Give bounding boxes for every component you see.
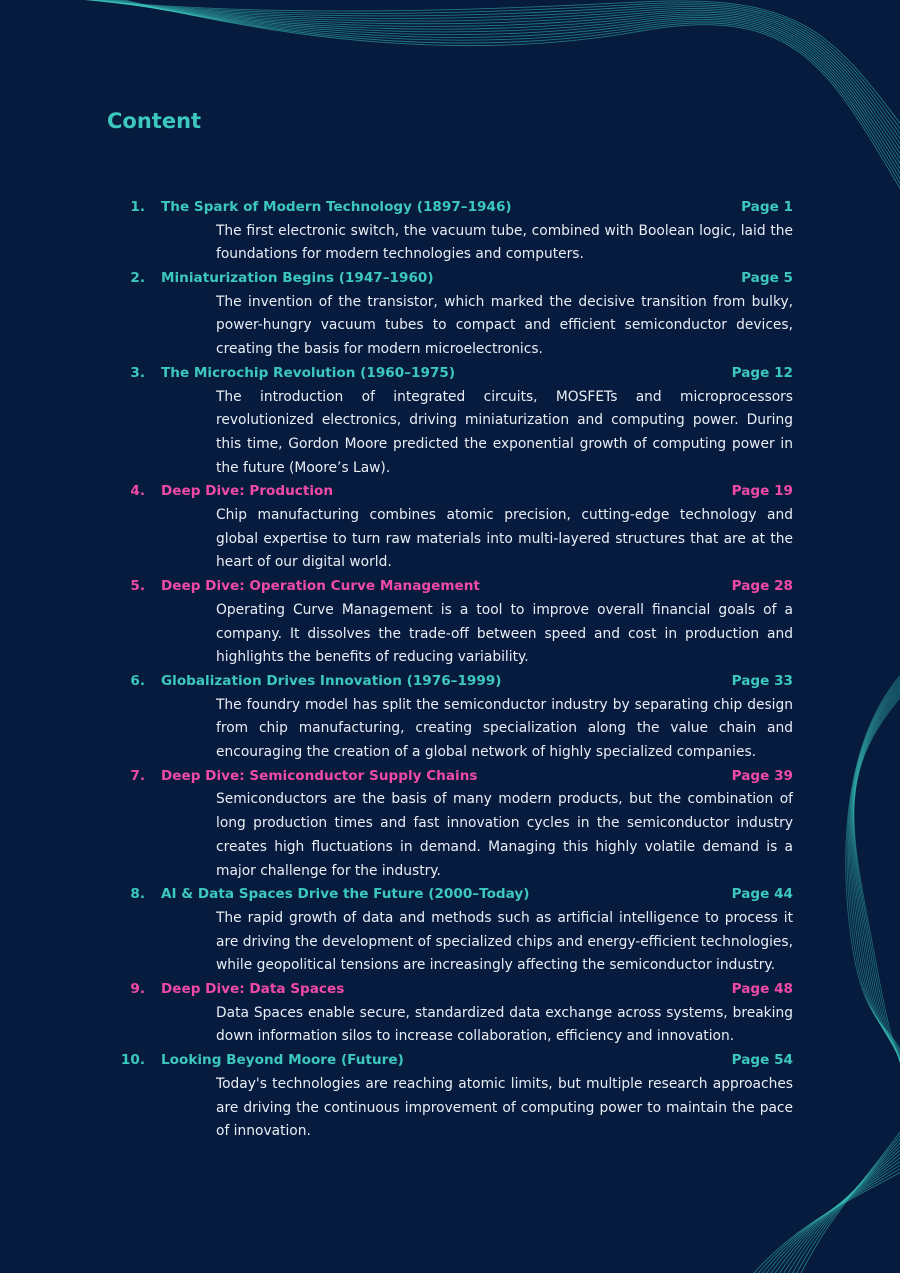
entry-title[interactable]: Deep Dive: Data Spaces xyxy=(161,981,345,998)
toc-entry-heading[interactable] xyxy=(0,670,900,694)
entry-description: The invention of the transistor, which marked the decisive transition from bulky, power-hungry vacuum tubes to compact and efficient semiconductor devices, creating the basis for modern microelectronics. xyxy=(216,293,793,358)
entry-page[interactable]: Page 12 xyxy=(731,364,793,381)
entry-number: 8. xyxy=(130,886,145,903)
entry-number: 7. xyxy=(130,767,145,784)
entry-description: Chip manufacturing combines atomic precision, cutting-edge technology and global expertise to turn raw materials into multi-layered structures that are at the heart of our digital world. xyxy=(216,507,793,571)
toc-entry-heading[interactable] xyxy=(0,575,900,599)
entry-page[interactable]: Page 19 xyxy=(731,483,793,500)
toc-entry-heading[interactable] xyxy=(0,480,900,504)
toc-entry-heading[interactable] xyxy=(0,267,900,291)
entry-page[interactable]: Page 33 xyxy=(731,672,793,689)
entry-title[interactable]: Looking Beyond Moore (Future) xyxy=(161,1052,404,1069)
entry-description: The introduction of integrated circuits, MOSFETs and microprocessors revolutionized electronics, driving miniaturization and computing power. During this time, Gordon Moore predicted the exponential growth of computing power in the future (Moore’s Law). xyxy=(216,388,793,476)
entry-number: 6. xyxy=(130,672,145,689)
toc-entry-9 xyxy=(0,978,900,1049)
entry-description: Data Spaces enable secure, standardized data exchange across systems, breaking down information silos to increase collaboration, efficiency and innovation. xyxy=(216,1004,793,1045)
entry-description: Today's technologies are reaching atomic limits, but multiple research approaches are driving the continuous improvement of computing power to maintain the pace of innovation. xyxy=(216,1075,793,1140)
toc-entry-8 xyxy=(0,883,900,978)
entry-page[interactable]: Page 54 xyxy=(731,1052,793,1069)
toc-entry-5 xyxy=(0,575,900,670)
entry-number: 3. xyxy=(130,364,145,381)
entry-description: Operating Curve Management is a tool to improve overall financial goals of a company. It dissolves the trade-off between speed and cost in production and highlights the benefits of reducing variability. xyxy=(216,601,793,666)
entry-page[interactable]: Page 5 xyxy=(741,270,793,287)
entry-page[interactable]: Page 39 xyxy=(731,767,793,784)
toc-entry-heading[interactable] xyxy=(0,883,900,907)
toc-entry-heading[interactable] xyxy=(0,1049,900,1073)
entry-page[interactable]: Page 1 xyxy=(741,199,793,215)
toc-entry-heading[interactable] xyxy=(0,362,900,386)
entry-number: 2. xyxy=(130,270,145,287)
entry-page[interactable]: Page 48 xyxy=(731,981,793,998)
toc-entry-3 xyxy=(0,362,900,481)
entry-title[interactable]: Deep Dive: Semiconductor Supply Chains xyxy=(161,767,478,784)
entry-title[interactable]: Deep Dive: Production xyxy=(161,483,334,500)
toc-entry-heading[interactable] xyxy=(0,196,900,220)
entry-number: 9. xyxy=(130,981,145,998)
table-of-contents xyxy=(0,196,900,1144)
entry-description: The first electronic switch, the vacuum tube, combined with Boolean logic, laid the foundations for modern technologies and computers. xyxy=(216,222,793,263)
toc-entry-7 xyxy=(0,765,900,884)
entry-title[interactable]: AI & Data Spaces Drive the Future (2000–Today) xyxy=(161,886,530,903)
entry-page[interactable]: Page 28 xyxy=(731,578,793,595)
entry-description: The rapid growth of data and methods such as artificial intelligence to process it are driving the development of specialized chips and energy-efficient technologies, while geopolitical tensions are increasingly affecting the semiconductor industry. xyxy=(216,909,793,974)
entry-title[interactable]: The Microchip Revolution (1960–1975) xyxy=(161,364,456,381)
entry-title[interactable]: The Spark of Modern Technology (1897–1946) xyxy=(161,199,512,215)
entry-description: The foundry model has split the semiconductor industry by separating chip design from chip manufacturing, creating specialization along the value chain and encouraging the creation of a global network of highly specialized companies. xyxy=(216,696,793,761)
entry-number: 4. xyxy=(130,483,145,500)
toc-entry-6 xyxy=(0,670,900,765)
entry-page[interactable]: Page 44 xyxy=(731,886,793,903)
entry-title[interactable]: Miniaturization Begins (1947–1960) xyxy=(161,270,434,287)
entry-number: 10. xyxy=(120,1052,145,1069)
entry-number: 1. xyxy=(130,199,145,215)
entry-description: Semiconductors are the basis of many modern products, but the combination of long production times and fast innovation cycles in the semiconductor industry creates high fluctuations in demand. Managing this highly volatile demand is a major challenge for the industry. xyxy=(216,791,793,879)
toc-entry-heading[interactable] xyxy=(0,765,900,789)
toc-entry-heading[interactable] xyxy=(0,978,900,1002)
page-title: Content xyxy=(107,109,202,133)
entry-title[interactable]: Deep Dive: Operation Curve Management xyxy=(161,578,480,595)
entry-number: 5. xyxy=(130,578,145,595)
toc-entry-1 xyxy=(0,196,900,267)
toc-entry-4 xyxy=(0,480,900,575)
entry-title[interactable]: Globalization Drives Innovation (1976–1999) xyxy=(161,672,502,689)
toc-entry-2 xyxy=(0,267,900,362)
toc-entry-10 xyxy=(0,1049,900,1144)
